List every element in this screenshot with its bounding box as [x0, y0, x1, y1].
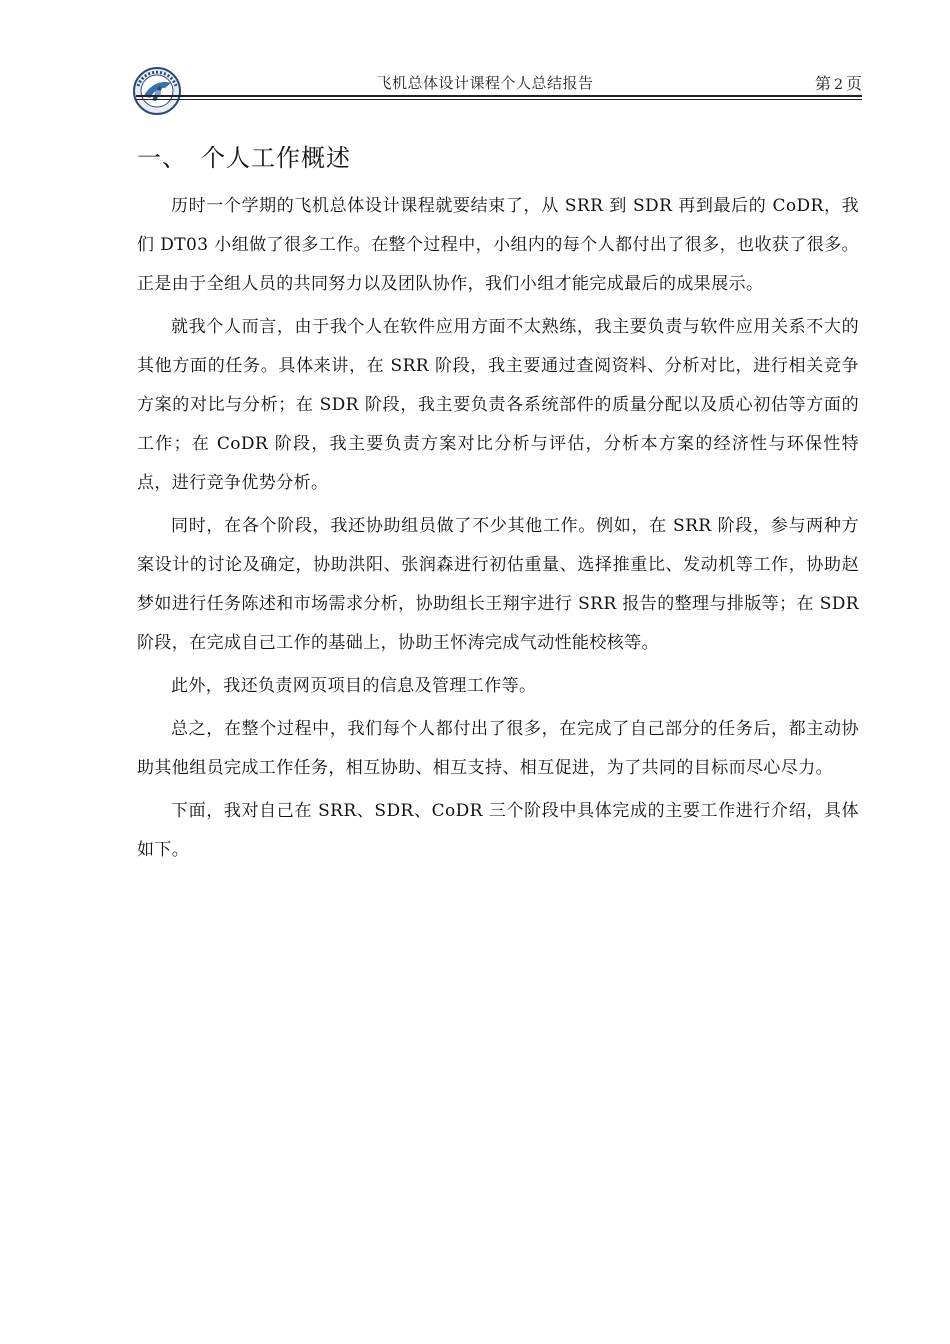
header-title: 飞机总体设计课程个人总结报告: [376, 74, 594, 92]
paragraph: 此外，我还负责网页项目的信息及管理工作等。: [171, 676, 537, 696]
university-seal-logo: [132, 66, 182, 116]
body-text: [137, 187, 859, 870]
page-number: 2: [834, 77, 843, 93]
header-rule-thick: [136, 95, 862, 97]
page-prefix: 第: [815, 74, 832, 93]
section-title: 个人工作概述: [201, 144, 351, 172]
paragraph: 同时，在各个阶段，我还协助组员做了不少其他工作。例如，在 SRR 阶段，参与两种方案设计的讨论及确定，协助洪阳、张润森进行初估重量、选择推重比、发动机等工作，协助赵梦如进行任务陈述和市场需求分析，协助组长王翔宇进行 SRR 报告的整理与排版等；在 SDR 阶段，在完成自己工作的基础上，协助王怀涛完成气动性能校核等。: [137, 516, 859, 653]
paragraph: 就我个人而言，由于我个人在软件应用方面不太熟练，我主要负责与软件应用关系不大的其他方面的任务。具体来讲，在 SRR 阶段，我主要通过查阅资料、分析对比，进行相关竞争方案的对比与分析；在 SDR 阶段，我主要负责各系统部件的质量分配以及质心初估等方面的工作；在 CoDR 阶段，我主要负责方案对比分析与评估，分析本方案的经济性与环保性特点，进行竞争优势分析。: [137, 317, 859, 493]
paragraph: 下面，我对自己在 SRR、SDR、CoDR 三个阶段中具体完成的主要工作进行介绍，具体如下。: [137, 801, 859, 860]
section-heading: [137, 138, 351, 173]
section-number: 一、: [137, 144, 187, 172]
paragraph: 总之，在整个过程中，我们每个人都付出了很多，在完成了自己部分的任务后，都主动协助其他组员完成工作任务，相互协助、相互支持、相互促进，为了共同的目标而尽心尽力。: [137, 719, 859, 778]
page-suffix: 页: [845, 74, 862, 93]
header-rule-thin: [136, 99, 862, 100]
paragraph: 历时一个学期的飞机总体设计课程就要结束了，从 SRR 到 SDR 再到最后的 CoDR，我们 DT03 小组做了很多工作。在整个过程中，小组内的每个人都付出了很多，也收获了很多。正是由于全组人员的共同努力以及团队协作，我们小组才能完成最后的成果展示。: [137, 196, 859, 294]
header-page-number: [815, 71, 862, 94]
